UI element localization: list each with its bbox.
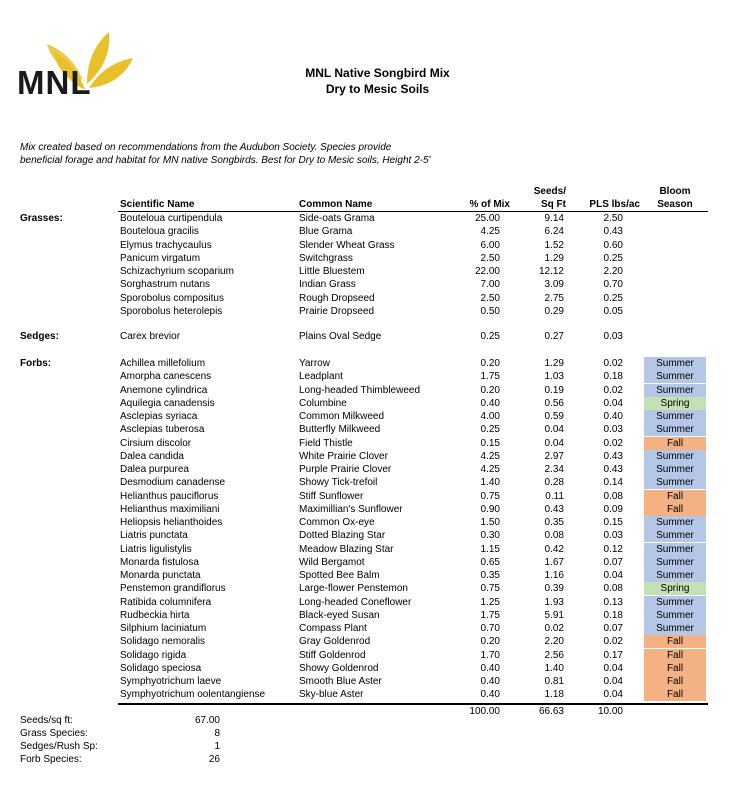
description-line: beneficial forage and habitat for MN native Songbirds. Best for Dry to Mesic soils, Height 2-5' <box>20 155 431 166</box>
scientific-name: Sorghastrum nutans <box>120 279 211 291</box>
percent-of-mix: 0.15 <box>480 437 500 449</box>
seeds-per-sqft: 0.04 <box>544 424 564 436</box>
pls-lbs-ac: 0.02 <box>603 636 623 648</box>
page-title: MNL Native Songbird Mix <box>305 66 450 80</box>
bloom-season-badge: Fall <box>644 437 706 450</box>
bloom-season-badge: Fall <box>644 688 706 701</box>
percent-of-mix: 2.50 <box>480 292 500 304</box>
common-name: Leadplant <box>299 371 343 383</box>
pls-lbs-ac: 0.25 <box>603 252 623 264</box>
total-seeds: 66.63 <box>538 706 564 717</box>
percent-of-mix: 0.25 <box>480 331 500 342</box>
percent-of-mix: 1.70 <box>480 649 500 661</box>
scientific-name: Solidago nemoralis <box>120 636 206 648</box>
summary-label: Seeds/sq ft: <box>20 715 73 726</box>
percent-of-mix: 0.20 <box>480 636 500 648</box>
pls-lbs-ac: 0.25 <box>603 292 623 304</box>
bloom-season-badge: Summer <box>644 463 706 476</box>
bloom-season-badge: Summer <box>644 543 706 556</box>
header-percent-of-mix: % of Mix <box>469 199 510 210</box>
scientific-name: Desmodium canadense <box>120 477 226 489</box>
pls-lbs-ac: 0.18 <box>603 371 623 383</box>
percent-of-mix: 1.15 <box>480 543 500 555</box>
seeds-per-sqft: 0.29 <box>544 305 564 317</box>
bloom-season-badge: Fall <box>644 662 706 675</box>
header-seeds: Seeds/ <box>533 186 566 197</box>
common-name: Black-eyed Susan <box>299 609 380 621</box>
bloom-season-badge: Summer <box>644 609 706 622</box>
pls-lbs-ac: 0.05 <box>603 305 623 317</box>
scientific-name: Sporobolus heterolepis <box>120 305 223 317</box>
common-name: Blue Grama <box>299 226 353 238</box>
scientific-name: Helianthus pauciflorus <box>120 490 219 502</box>
seeds-per-sqft: 1.29 <box>544 358 564 369</box>
pls-lbs-ac: 0.13 <box>603 596 623 608</box>
common-name: Plains Oval Sedge <box>299 331 382 342</box>
common-name: Large-flower Penstemon <box>299 583 408 595</box>
pls-lbs-ac: 0.15 <box>603 517 623 528</box>
scientific-name: Elymus trachycaulus <box>120 239 212 251</box>
bloom-season-badge: Summer <box>644 516 706 529</box>
seeds-per-sqft: 1.29 <box>544 252 564 264</box>
common-name: Butterfly Milkweed <box>299 424 381 436</box>
common-name: Wild Bergamot <box>299 556 365 568</box>
percent-of-mix: 1.50 <box>480 517 500 528</box>
scientific-name: Monarda fistulosa <box>120 556 199 568</box>
scientific-name: Liatris ligulistylis <box>120 543 192 555</box>
group-label: Sedges: <box>20 331 59 342</box>
pls-lbs-ac: 2.50 <box>603 213 623 224</box>
scientific-name: Monarda punctata <box>120 570 201 581</box>
pls-lbs-ac: 0.14 <box>603 477 623 489</box>
percent-of-mix: 0.65 <box>480 556 500 568</box>
common-name: Common Ox-eye <box>299 517 375 528</box>
scientific-name: Asclepias syriaca <box>120 411 198 422</box>
seeds-per-sqft: 0.04 <box>544 437 564 449</box>
pls-lbs-ac: 0.07 <box>603 623 623 634</box>
bloom-season-badge: Summer <box>644 357 706 370</box>
percent-of-mix: 4.00 <box>480 411 500 422</box>
percent-of-mix: 0.30 <box>480 530 500 542</box>
percent-of-mix: 0.50 <box>480 305 500 317</box>
seeds-per-sqft: 12.12 <box>538 266 564 277</box>
scientific-name: Panicum virgatum <box>120 252 201 264</box>
bloom-season-badge: Fall <box>644 490 706 503</box>
pls-lbs-ac: 0.03 <box>603 530 623 542</box>
common-name: Yarrow <box>299 358 330 369</box>
percent-of-mix: 4.25 <box>480 464 500 475</box>
header-seeds: Sq Ft <box>541 199 566 210</box>
scientific-name: Aquilegia canadensis <box>120 397 215 409</box>
percent-of-mix: 0.35 <box>480 570 500 581</box>
seeds-per-sqft: 3.09 <box>544 279 564 291</box>
common-name: Stiff Goldenrod <box>299 649 366 661</box>
summary-value: 67.00 <box>194 715 220 726</box>
pls-lbs-ac: 0.43 <box>603 464 623 475</box>
seeds-per-sqft: 9.14 <box>544 213 564 224</box>
percent-of-mix: 1.25 <box>480 596 500 608</box>
seeds-per-sqft: 1.67 <box>544 556 564 568</box>
pls-lbs-ac: 2.20 <box>603 266 623 277</box>
percent-of-mix: 1.40 <box>480 477 500 489</box>
logo-text: MNL <box>17 64 92 101</box>
percent-of-mix: 2.50 <box>480 252 500 264</box>
seeds-per-sqft: 0.28 <box>544 477 564 489</box>
seeds-per-sqft: 1.18 <box>544 689 564 701</box>
bloom-season-badge: Summer <box>644 569 706 582</box>
percent-of-mix: 0.40 <box>480 662 500 674</box>
bloom-season-badge: Spring <box>644 397 706 410</box>
pls-lbs-ac: 0.03 <box>603 424 623 436</box>
percent-of-mix: 0.70 <box>480 623 500 634</box>
summary-label: Sedges/Rush Sp: <box>20 741 98 752</box>
pls-lbs-ac: 0.02 <box>603 437 623 449</box>
bloom-season-badge: Summer <box>644 596 706 609</box>
pls-lbs-ac: 0.07 <box>603 556 623 568</box>
percent-of-mix: 22.00 <box>474 266 500 277</box>
bloom-season-badge: Summer <box>644 384 706 397</box>
seeds-per-sqft: 0.02 <box>544 623 564 634</box>
summary-label: Forb Species: <box>20 754 82 765</box>
pls-lbs-ac: 0.18 <box>603 609 623 621</box>
description-line: Mix created based on recommendations from the Audubon Society. Species provide <box>20 142 392 153</box>
seeds-per-sqft: 2.56 <box>544 649 564 661</box>
common-name: Stiff Sunflower <box>299 490 364 502</box>
pls-lbs-ac: 0.08 <box>603 583 623 595</box>
common-name: Showy Goldenrod <box>299 662 379 674</box>
scientific-name: Penstemon grandiflorus <box>120 583 226 595</box>
seeds-per-sqft: 2.20 <box>544 636 564 648</box>
common-name: Spotted Bee Balm <box>299 570 380 581</box>
common-name: Showy Tick-trefoil <box>299 477 378 489</box>
bloom-season-badge: Summer <box>644 556 706 569</box>
seeds-per-sqft: 5.91 <box>544 609 564 621</box>
pls-lbs-ac: 0.04 <box>603 689 623 701</box>
pls-lbs-ac: 0.04 <box>603 397 623 409</box>
pls-lbs-ac: 0.40 <box>603 411 623 422</box>
scientific-name: Helianthus maximiliani <box>120 503 220 515</box>
pls-lbs-ac: 0.09 <box>603 503 623 515</box>
header-scientific-name: Scientific Name <box>120 199 195 210</box>
common-name: Columbine <box>299 397 347 409</box>
percent-of-mix: 4.25 <box>480 450 500 462</box>
description <box>20 141 620 167</box>
percent-of-mix: 0.40 <box>480 397 500 409</box>
pls-lbs-ac: 0.12 <box>603 543 623 555</box>
common-name: Maximillian's Sunflower <box>299 503 403 515</box>
scientific-name: Solidago speciosa <box>120 662 202 674</box>
seeds-per-sqft: 2.75 <box>544 292 564 304</box>
bloom-season-badge: Summer <box>644 476 706 489</box>
scientific-name: Symphyotrichum laeve <box>120 676 222 687</box>
seeds-per-sqft: 0.19 <box>544 384 564 396</box>
summary-value: 26 <box>208 754 220 765</box>
percent-of-mix: 0.20 <box>480 384 500 396</box>
bloom-season-badge: Fall <box>644 503 706 516</box>
seeds-per-sqft: 1.03 <box>544 371 564 383</box>
seeds-per-sqft: 2.34 <box>544 464 564 475</box>
percent-of-mix: 0.75 <box>480 490 500 502</box>
common-name: Prairie Dropseed <box>299 305 375 317</box>
seeds-per-sqft: 0.27 <box>544 331 564 342</box>
percent-of-mix: 7.00 <box>480 279 500 291</box>
bloom-season-badge: Summer <box>644 370 706 383</box>
scientific-name: Rudbeckia hirta <box>120 609 190 621</box>
summary-label: Grass Species: <box>20 728 88 739</box>
common-name: White Prairie Clover <box>299 450 388 462</box>
header-bloom: Bloom <box>659 186 691 197</box>
pls-lbs-ac: 0.04 <box>603 676 623 687</box>
scientific-name: Anemone cylindrica <box>120 384 208 396</box>
pls-lbs-ac: 0.02 <box>603 384 623 396</box>
seeds-per-sqft: 1.16 <box>544 570 564 581</box>
common-name: Smooth Blue Aster <box>299 676 382 687</box>
common-name: Sky-blue Aster <box>299 689 364 701</box>
pls-lbs-ac: 0.17 <box>603 649 623 661</box>
percent-of-mix: 0.25 <box>480 424 500 436</box>
percent-of-mix: 1.75 <box>480 371 500 383</box>
pls-lbs-ac: 0.60 <box>603 239 623 251</box>
common-name: Field Thistle <box>299 437 353 449</box>
bloom-season-badge: Summer <box>644 622 706 635</box>
percent-of-mix: 0.20 <box>480 358 500 369</box>
pls-lbs-ac: 0.70 <box>603 279 623 291</box>
common-name: Switchgrass <box>299 252 353 264</box>
bloom-season-badge: Summer <box>644 423 706 436</box>
seeds-per-sqft: 0.81 <box>544 676 564 687</box>
seeds-per-sqft: 0.42 <box>544 543 564 555</box>
common-name: Side-oats Grama <box>299 213 375 224</box>
scientific-name: Carex brevior <box>120 331 181 342</box>
pls-lbs-ac: 0.02 <box>603 358 623 369</box>
pls-lbs-ac: 0.43 <box>603 450 623 462</box>
seeds-per-sqft: 6.24 <box>544 226 564 238</box>
bloom-season-badge: Fall <box>644 649 706 662</box>
summary-value: 8 <box>214 728 220 739</box>
bloom-season-badge: Spring <box>644 582 706 595</box>
common-name: Long-headed Coneflower <box>299 596 412 608</box>
common-name: Rough Dropseed <box>299 292 375 304</box>
bloom-season-badge: Fall <box>644 635 706 648</box>
group-label: Forbs: <box>20 358 52 369</box>
seeds-per-sqft: 0.35 <box>544 517 564 528</box>
percent-of-mix: 0.75 <box>480 583 500 595</box>
scientific-name: Amorpha canescens <box>120 371 212 383</box>
percent-of-mix: 4.25 <box>480 226 500 238</box>
common-name: Long-headed Thimbleweed <box>299 384 421 396</box>
percent-of-mix: 6.00 <box>480 239 500 251</box>
percent-of-mix: 0.40 <box>480 689 500 701</box>
scientific-name: Dalea candida <box>120 450 184 462</box>
scientific-name: Achillea millefolium <box>120 358 206 369</box>
common-name: Slender Wheat Grass <box>299 239 395 251</box>
common-name: Indian Grass <box>299 279 356 291</box>
seeds-per-sqft: 1.40 <box>544 662 564 674</box>
total-percent: 100.00 <box>469 706 500 717</box>
percent-of-mix: 0.90 <box>480 503 500 515</box>
scientific-name: Sporobolus compositus <box>120 292 224 304</box>
bloom-season-badge: Summer <box>644 529 706 542</box>
summary-value: 1 <box>214 741 220 752</box>
seeds-per-sqft: 0.08 <box>544 530 564 542</box>
scientific-name: Bouteloua gracilis <box>120 226 199 238</box>
scientific-name: Liatris punctata <box>120 530 188 542</box>
seeds-per-sqft: 1.93 <box>544 596 564 608</box>
scientific-name: Dalea purpurea <box>120 464 189 475</box>
bloom-season-badge: Summer <box>644 450 706 463</box>
seeds-per-sqft: 1.52 <box>544 239 564 251</box>
bloom-season-badge: Fall <box>644 675 706 688</box>
common-name: Compass Plant <box>299 623 367 634</box>
total-pls: 10.00 <box>597 706 623 717</box>
common-name: Gray Goldenrod <box>299 636 371 648</box>
seeds-per-sqft: 0.59 <box>544 411 564 422</box>
common-name: Purple Prairie Clover <box>299 464 392 475</box>
scientific-name: Symphyotrichum oolentangiense <box>120 689 266 701</box>
seeds-per-sqft: 0.43 <box>544 503 564 515</box>
seeds-per-sqft: 2.97 <box>544 450 564 462</box>
common-name: Meadow Blazing Star <box>299 543 394 555</box>
scientific-name: Schizachyrium scoparium <box>120 266 234 277</box>
scientific-name: Silphium laciniatum <box>120 623 207 634</box>
percent-of-mix: 0.40 <box>480 676 500 687</box>
scientific-name: Bouteloua curtipendula <box>120 213 223 224</box>
percent-of-mix: 25.00 <box>474 213 500 224</box>
pls-lbs-ac: 0.04 <box>603 570 623 581</box>
page-subtitle: Dry to Mesic Soils <box>325 82 430 96</box>
seeds-per-sqft: 0.56 <box>544 397 564 409</box>
scientific-name: Asclepias tuberosa <box>120 424 205 436</box>
group-label: Grasses: <box>20 213 63 224</box>
header-common-name: Common Name <box>299 199 373 210</box>
percent-of-mix: 1.75 <box>480 609 500 621</box>
scientific-name: Heliopsis helianthoides <box>120 517 223 528</box>
header-pls: PLS lbs/ac <box>589 199 640 210</box>
pls-lbs-ac: 0.08 <box>603 490 623 502</box>
seeds-per-sqft: 0.39 <box>544 583 564 595</box>
bloom-season-badge: Summer <box>644 410 706 423</box>
common-name: Little Bluestem <box>299 266 365 277</box>
seeds-per-sqft: 0.11 <box>545 490 564 502</box>
scientific-name: Solidago rigida <box>120 649 187 661</box>
pls-lbs-ac: 0.43 <box>603 226 623 238</box>
header-bloom: Season <box>657 199 693 210</box>
scientific-name: Cirsium discolor <box>120 437 192 449</box>
scientific-name: Ratibida columnifera <box>120 596 212 608</box>
common-name: Common Milkweed <box>299 411 385 422</box>
pls-lbs-ac: 0.03 <box>603 331 623 342</box>
common-name: Dotted Blazing Star <box>299 530 386 542</box>
pls-lbs-ac: 0.04 <box>603 662 623 674</box>
